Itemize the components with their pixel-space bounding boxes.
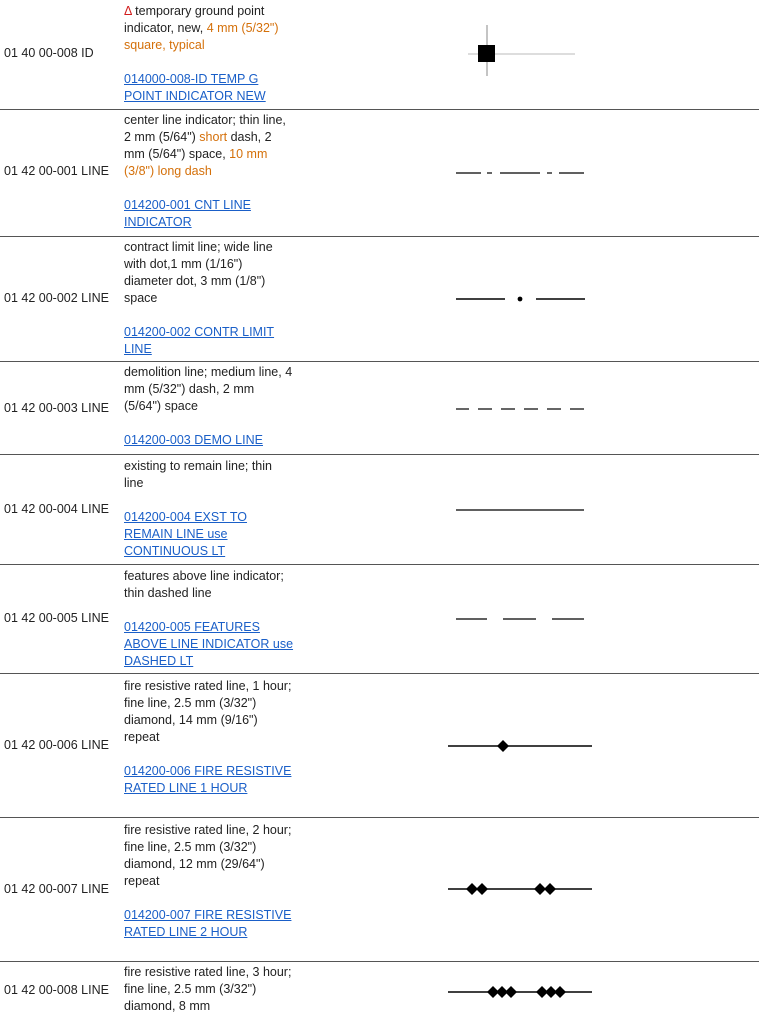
row-description [124,239,294,358]
row-code: 01 40 00-008 ID [4,46,94,60]
row-description [124,568,294,670]
row-description [124,678,294,797]
description-highlight: 4 mm (5/32") square, typical [124,21,279,52]
description-text: center line indicator; thin line, 2 mm (5/64") [124,113,286,144]
table-row [0,962,759,1024]
description-text: features above line indicator; thin dashed line [124,569,284,600]
description-highlight: 10 mm (3/8") long dash [124,147,268,178]
center-line-icon [430,110,590,236]
table-row [0,674,759,817]
table-row [0,818,759,961]
description-text: fire resistive rated line, 3 hour; fine line, 2.5 mm (3/32") diamond, 8 mm [124,965,292,1013]
row-description [124,458,294,560]
row-description [124,822,294,941]
description-text: existing to remain line; thin line [124,459,272,490]
block-link[interactable]: 014200-006 FIRE RESISTIVE RATED LINE 1 HOUR [124,764,292,795]
row-code: 01 42 00-001 LINE [4,164,109,178]
table-row [0,110,759,236]
block-link[interactable]: 014200-007 FIRE RESISTIVE RATED LINE 2 HOUR [124,908,292,939]
description-text: contract limit line; wide line with dot,1 mm (1/16") diameter dot, 3 mm (1/8") space [124,240,273,305]
dashed-line-icon [430,565,590,673]
table-row [0,565,759,673]
square-crosshair-icon [430,0,590,109]
fire-rated-2-hour-line-icon [430,818,600,961]
table-row [0,237,759,361]
description-text: demolition line; medium line, 4 mm (5/32") dash, 2 mm (5/64") space [124,365,293,413]
description-highlight: short [199,130,228,144]
description-text: temporary ground point indicator, new, [124,4,265,35]
row-code: 01 42 00-007 LINE [4,882,109,896]
block-link[interactable]: 014000-008-ID TEMP G POINT INDICATOR NEW [124,72,266,103]
table-row [0,362,759,454]
row-code: 01 42 00-004 LINE [4,502,109,516]
row-description [124,112,294,231]
fire-rated-1-hour-line-icon [430,674,600,817]
block-link[interactable]: 014200-004 EXST TO REMAIN LINE use CONTINUOUS LT [124,510,248,558]
table-row [0,0,759,109]
delta-icon: Δ [124,4,132,18]
continuous-line-icon [430,455,590,564]
row-code: 01 42 00-008 LINE [4,983,109,997]
block-link[interactable]: 014200-003 DEMO LINE [124,433,263,447]
row-code: 01 42 00-005 LINE [4,611,109,625]
row-description [124,364,294,449]
contract-limit-line-icon [430,237,590,361]
row-code: 01 42 00-006 LINE [4,738,109,752]
row-description [124,964,294,1015]
demolition-line-icon [430,362,590,454]
block-link[interactable]: 014200-005 FEATURES ABOVE LINE INDICATOR use DASHED LT [124,620,294,668]
row-description [124,3,294,105]
description-text: fire resistive rated line, 1 hour; fine line, 2.5 mm (3/32") diamond, 14 mm (9/16") repeat [124,679,292,744]
description-text: dash, 2 mm (5/64") space, [124,130,272,161]
table-row [0,455,759,564]
row-code: 01 42 00-002 LINE [4,291,109,305]
fire-rated-3-hour-line-icon [430,962,600,1024]
description-text: fire resistive rated line, 2 hour; fine line, 2.5 mm (3/32") diamond, 12 mm (29/64") repeat [124,823,292,888]
block-link[interactable]: 014200-001 CNT LINE INDICATOR [124,198,251,229]
row-code: 01 42 00-003 LINE [4,401,109,415]
block-link[interactable]: 014200-002 CONTR LIMIT LINE [124,325,275,356]
